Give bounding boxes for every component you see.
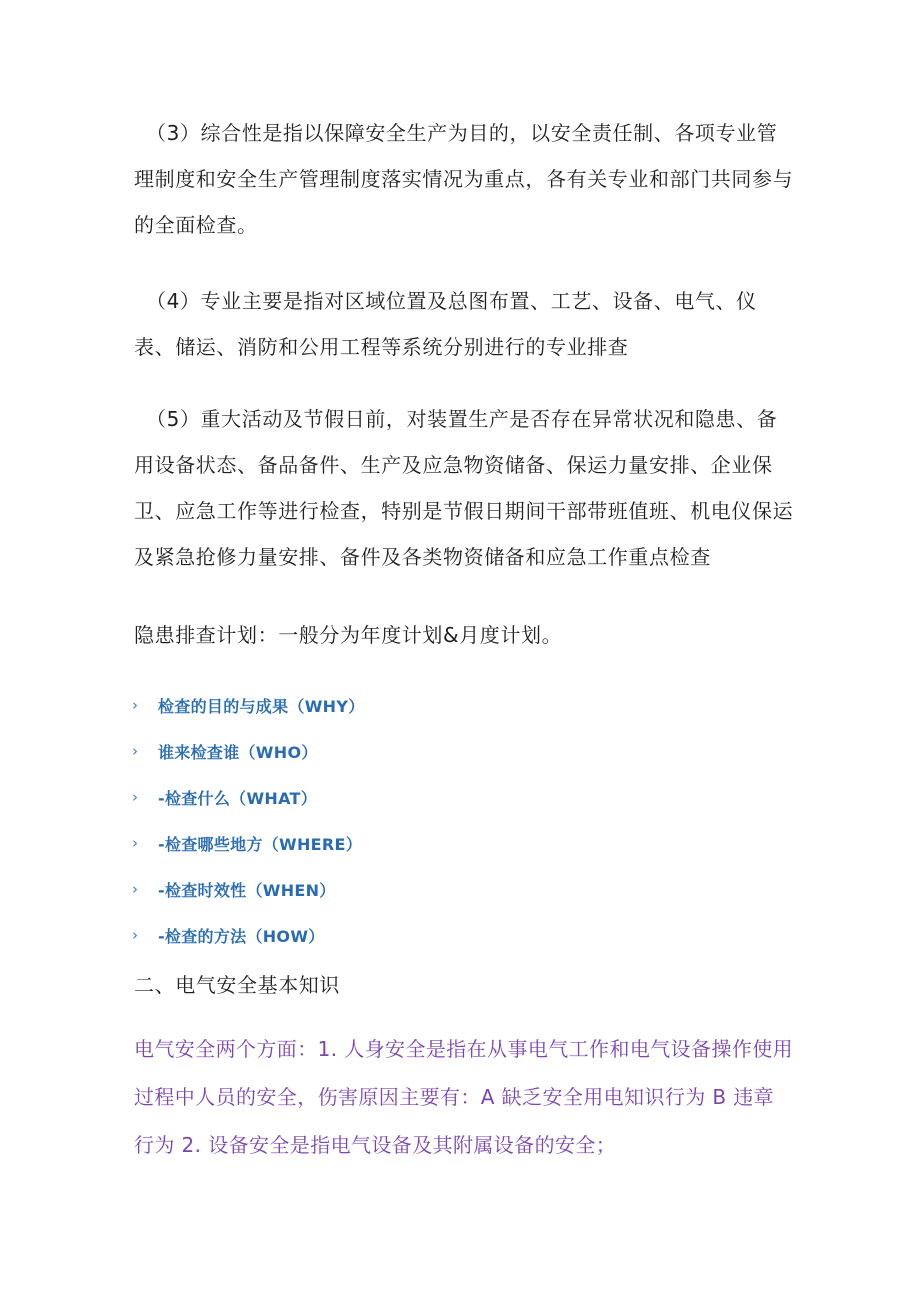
- chevron-right-icon: ›: [132, 788, 139, 806]
- list-item-label: -检查时效性（WHEN）: [158, 880, 336, 900]
- list-item-label: 谁来检查谁（WHO）: [158, 742, 318, 762]
- chevron-right-icon: ›: [132, 880, 139, 898]
- list-item: [132, 912, 365, 958]
- paragraph-comprehensive-check: （3）综合性是指以保障安全生产为目的，以安全责任制、各项专业管理制度和安全生产管理制度落实情况为重点，各有关专业和部门共同参与的全面检查。: [134, 121, 794, 237]
- electrical-safety-summary: 电气安全两个方面：1. 人身安全是指在从事电气工作和电气设备操作使用过程中人员的安全，伤害原因主要有：A 缺乏安全用电知识行为 B 违章行为 2. 设备安全是指电气设备及其附属设备的安全；: [134, 1037, 794, 1157]
- hazard-plan-text: 隐患排查计划：一般分为年度计划&月度计划。: [134, 623, 563, 647]
- chevron-right-icon: ›: [132, 742, 139, 760]
- list-item-label: -检查哪些地方（WHERE）: [158, 834, 363, 854]
- list-item: [132, 866, 365, 912]
- paragraph-professional-check: （4）专业主要是指对区域位置及总图布置、工艺、设备、电气、仪表、储运、消防和公用工程等系统分别进行的专业排查: [134, 289, 757, 359]
- chevron-right-icon: ›: [132, 926, 139, 944]
- list-item: [132, 682, 365, 728]
- list-item: [132, 774, 365, 820]
- check-list: [132, 682, 365, 958]
- list-item-label: -检查什么（WHAT）: [158, 788, 318, 808]
- paragraph-holiday-check: （5）重大活动及节假日前，对装置生产是否存在异常状况和隐患、备用设备状态、备品备件、生产及应急物资储备、保运力量安排、企业保卫、应急工作等进行检查，特别是节假日期间干部带班值班、机电仪保运及紧急抢修力量安排、备件及各类物资储备和应急工作重点检查: [134, 407, 794, 569]
- list-item-label: 检查的目的与成果（WHY）: [158, 696, 365, 716]
- chevron-right-icon: ›: [132, 834, 139, 852]
- list-item: [132, 728, 365, 774]
- list-item: [132, 820, 365, 866]
- section-heading: 二、电气安全基本知识: [134, 973, 340, 997]
- chevron-right-icon: ›: [132, 696, 139, 714]
- list-item-label: -检查的方法（HOW）: [158, 926, 325, 946]
